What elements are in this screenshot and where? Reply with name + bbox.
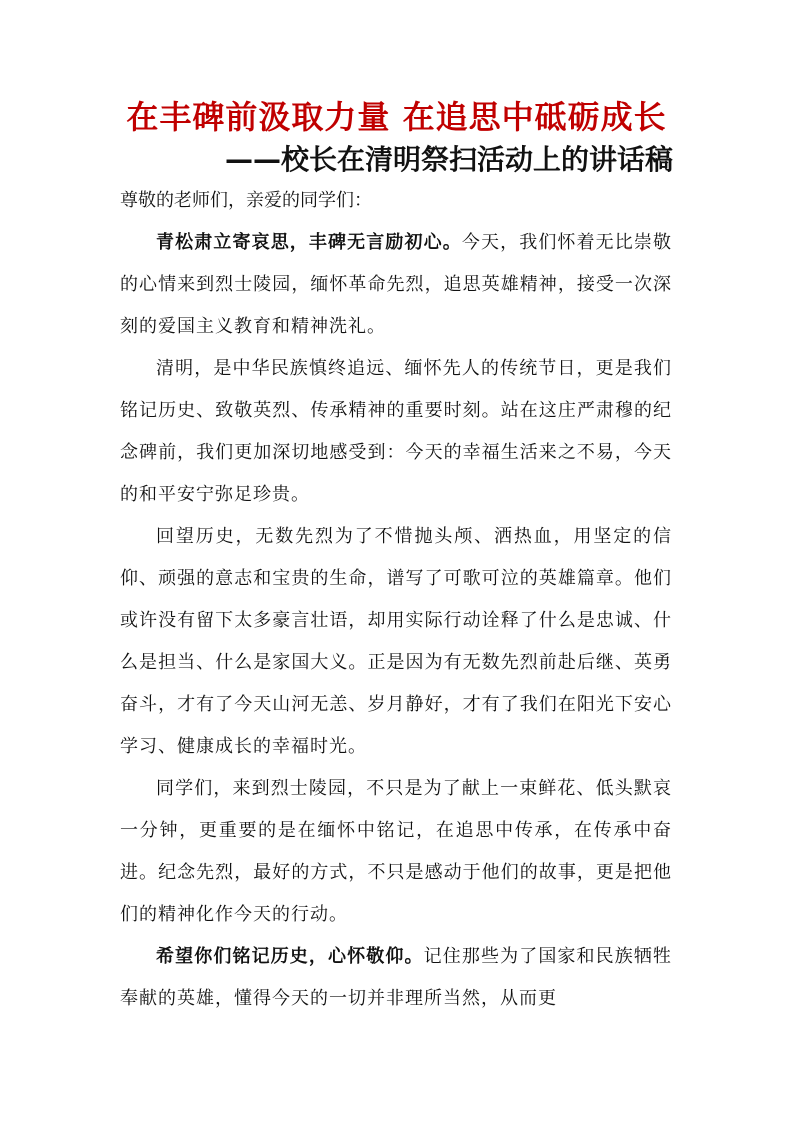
paragraph	[120, 222, 672, 348]
document-body	[120, 180, 672, 1020]
document-title: 在丰碑前汲取力量 在追思中砥砺成长	[126, 98, 667, 136]
paragraph-text: 清明，是中华民族慎终追远、缅怀先人的传统节日，更是我们铭记历史、致敬英烈、传承精神的重要时刻。站在这庄严肃穆的纪念碑前，我们更加深切地感受到：今天的幸福生活来之不易，今天的和平安宁弥足珍贵。	[120, 358, 672, 505]
paragraph-text: 同学们，来到烈士陵园，不只是为了献上一束鲜花、低头默哀一分钟，更重要的是在缅怀中铭记，在追思中传承，在传承中奋进。纪念先烈，最好的方式，不只是感动于他们的故事，更是把他们的精神化作今天的行动。	[120, 778, 672, 925]
paragraph	[120, 348, 672, 516]
paragraph	[120, 516, 672, 768]
paragraph-lead: 希望你们铭记历史，心怀敬仰。	[156, 946, 424, 967]
document-subtitle: ——校长在清明祭扫活动上的讲话稿	[224, 143, 673, 176]
paragraph-text: 回望历史，无数先烈为了不惜抛头颅、洒热血，用坚定的信仰、顽强的意志和宝贵的生命，谱写了可歌可泣的英雄篇章。他们或许没有留下太多豪言壮语，却用实际行动诠释了什么是忠诚、什么是担当、什么是家国大义。正是因为有无数先烈前赴后继、英勇奋斗，才有了今天山河无恙、岁月静好，才有了我们在阳光下安心学习、健康成长的幸福时光。	[120, 526, 672, 757]
paragraph	[120, 936, 672, 1020]
paragraph-lead: 青松肃立寄哀思，丰碑无言励初心。	[156, 232, 462, 253]
paragraph-text: 记住那些为了国家和民族牺牲奉献的英雄，懂得今天的一切并非理所当然，从而更	[120, 946, 673, 1009]
paragraph-text: 今天，我们怀着无比崇敬的心情来到烈士陵园，缅怀革命先烈，追思英雄精神，接受一次深刻的爱国主义教育和精神洗礼。	[120, 232, 673, 337]
salutation: 尊敬的老师们，亲爱的同学们：	[120, 190, 372, 211]
paragraph	[120, 768, 672, 936]
